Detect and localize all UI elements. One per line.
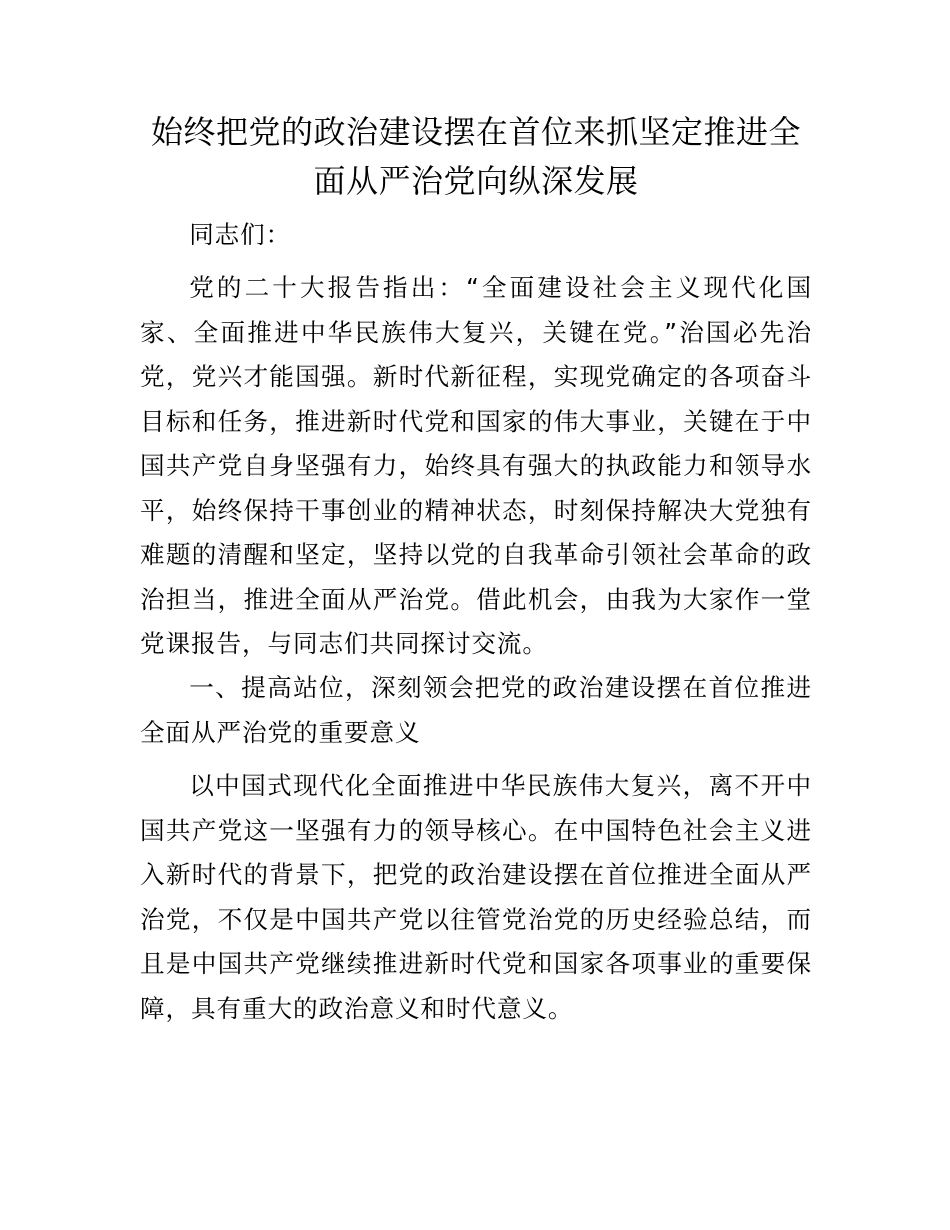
section-paragraph: 以中国式现代化全面推进中华民族伟大复兴，离不开中国共产党这一坚强有力的领导核心。在中国特色社会主义进入新时代的背景下，把党的政治建设摆在首位推进全面从严治党，不仅是中国共产党以往管党治党的历史经验总结，而且是中国共产党继续推进新时代党和国家各项事业的重要保障，具有重大的政治意义和时代意义。 xyxy=(140,771,812,1023)
section-heading: 一、提高站位，深刻领会把党的政治建设摆在首位推进全面从严治党的重要意义 xyxy=(140,673,812,747)
document-title: 始终把党的政治建设摆在首位来抓坚定推进全面从严治党向纵深发展 xyxy=(150,113,801,200)
greeting: 同志们： xyxy=(189,220,292,249)
intro-paragraph: 党的二十大报告指出：“全面建设社会主义现代化国家、全面推进中华民族伟大复兴，关键在党。”治国必先治党，党兴才能国强。新时代新征程，实现党确定的各项奋斗目标和任务，推进新时代党和国家的伟大事业，关键在于中国共产党自身坚强有力，始终具有强大的执政能力和领导水平，始终保持干事创业的精神状态，时刻保持解决大党独有难题的清醒和坚定，坚持以党的自我革命引领社会革命的政治担当，推进全面从严治党。借此机会，由我为大家作一堂党课报告，与同志们共同探讨交流。 xyxy=(140,273,812,658)
